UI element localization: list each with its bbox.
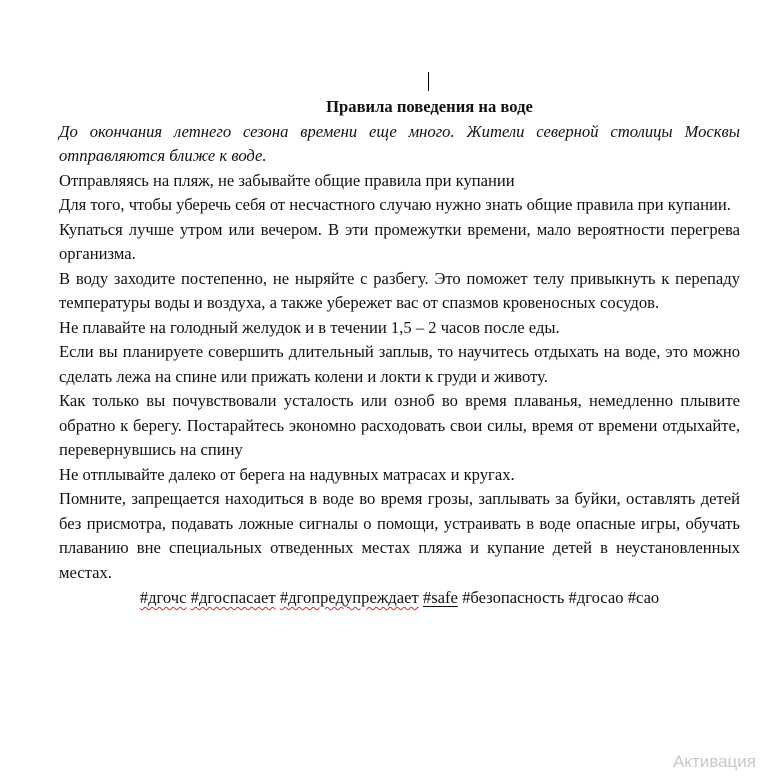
paragraph: Купаться лучше утром или вечером. В эти промежутки времени, мало вероятности перегрева организма. — [59, 219, 740, 263]
paragraph: Не отплывайте далеко от берега на надувных матрасах и кругах. — [59, 464, 515, 484]
paragraph: Не плавайте на голодный желудок и в течении 1,5 – 2 часов после еды. — [59, 317, 560, 337]
hashtag: #дгочс — [139, 588, 187, 607]
activation-watermark: Активация — [673, 752, 756, 771]
document-body[interactable] — [59, 95, 740, 611]
paragraph: В воду заходите постепенно, не ныряйте с разбегу. Это поможет телу привыкнуть к перепаду температуры воды и воздуха, а также убережет вас от спазмов кровеносных сосудов. — [59, 268, 740, 312]
hashtag: #дгоспасает — [190, 588, 276, 607]
text-cursor — [428, 72, 429, 91]
hashtag: #дгосао — [568, 588, 624, 607]
hashtag: #дгопредупреждает — [279, 588, 419, 607]
paragraph: Для того, чтобы уберечь себя от несчастного случаю нужно знать общие правила при купании. — [59, 195, 731, 214]
hashtag: #безопасность — [462, 588, 565, 607]
paragraph: Отправляясь на пляж, не забывайте общие правила при купании — [59, 170, 515, 190]
hashtags-line — [59, 586, 740, 611]
paragraph: Как только вы почувствовали усталость или озноб во время плаванья, немедленно плывите обратно к берегу. Постарайтесь экономно расходовать свои силы, время от времени отдыхайте, перевернувшись на спину — [59, 391, 740, 459]
hashtag: #safe — [422, 588, 458, 607]
hashtag: #сао — [627, 588, 660, 607]
document-title: Правила поведения на воде — [326, 97, 533, 116]
paragraph: Помните, запрещается находиться в воде во время грозы, заплывать за буйки, оставлять детей без присмотра, подавать ложные сигналы о помощи, устраивать в воде опасные игры, обучать плаванию вне специальных отведенных местах пляжа и купание детей в неустановленных местах. — [59, 489, 740, 582]
lead-paragraph: До окончания летнего сезона времени еще много. Жители северной столицы Москвы отправляются ближе к воде. — [59, 121, 740, 165]
paragraph: Если вы планируете совершить длительный заплыв, то научитесь отдыхать на воде, это можно сделать лежа на спине или прижать колени и локти к груди и животу. — [59, 342, 740, 386]
